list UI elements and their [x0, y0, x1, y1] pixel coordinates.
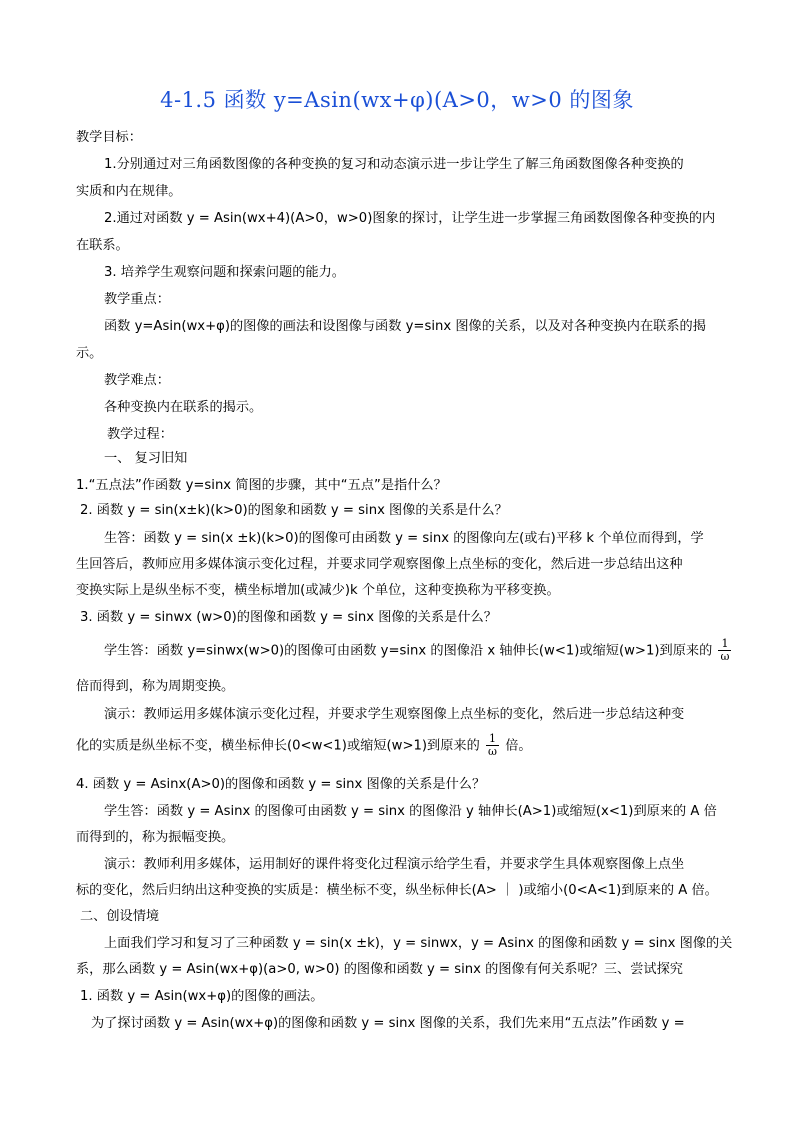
text-line: 教学过程： — [107, 427, 173, 442]
text-line: 二、创设情境 — [80, 909, 160, 924]
fraction-numerator: 1 — [486, 733, 499, 746]
text-line: 各种变换内在联系的揭示。 — [104, 400, 263, 415]
text-line-with-fraction — [76, 733, 532, 758]
text-line: 3. 培养学生观察问题和探索问题的能力。 — [104, 265, 345, 280]
text-line: 倍而得到，称为周期变换。 — [76, 679, 235, 694]
text-line: 实质和内在规律。 — [76, 184, 182, 199]
text-line: 而得到的，称为振幅变换。 — [76, 830, 235, 845]
text-line: 生回答后，教师应用多媒体演示变化过程，并要求同学观察图像上点坐标的变化，然后进一步总结出这种 — [76, 557, 683, 572]
line-text: 化的实质是纵坐标不变，横坐标伸长(0<w<1)或缩短(w>1)到原来的 — [76, 738, 480, 754]
text-line: 教学重点： — [104, 292, 170, 307]
text-line: 3. 函数 y = sinwx (w>0)的图像和函数 y = sinx 图像的关系是什么？ — [80, 610, 497, 625]
text-line: 演示：教师运用多媒体演示变化过程，并要求学生观察图像上点坐标的变化，然后进一步总结这种变 — [104, 707, 685, 722]
text-line: 示。 — [76, 346, 103, 361]
page-title: 4-1.5 函数 y=Asin(wx+φ)(A>0，w>0 的图象 — [160, 88, 634, 112]
fraction — [486, 733, 499, 758]
text-line: 变换实际上是纵坐标不变，横坐标增加(或减少)k 个单位，这种变换称为平移变换。 — [76, 583, 560, 598]
fraction-numerator: 1 — [718, 638, 731, 651]
text-line: 学生答：函数 y = Asinx 的图像可由函数 y = sinx 的图像沿 y 轴伸长(A>1)或缩短(x<1)到原来的 A 倍 — [104, 804, 717, 819]
text-line: 2. 函数 y = sin(x±k)(k>0)的图象和函数 y = sinx 图像的关系是什么？ — [80, 503, 508, 518]
text-line: 函数 y=Asin(wx+φ)的图像的画法和设图像与函数 y=sinx 图像的关系，以及对各种变换内在联系的揭 — [104, 319, 706, 334]
fraction — [718, 638, 731, 663]
text-line: 为了探讨函数 y = Asin(wx+φ)的图像和函数 y = sinx 图像的关系，我们先来用“五点法”作函数 y = — [91, 1016, 685, 1031]
text-line: 1.分别通过对三角函数图像的各种变换的复习和动态演示进一步让学生了解三角函数图像各种变换的 — [104, 157, 684, 172]
line-text: 学生答：函数 y=sinwx(w>0)的图像可由函数 y=sinx 的图像沿 x 轴伸长(w<1)或缩短(w>1)到原来的 — [104, 643, 713, 659]
text-line: 在联系。 — [76, 238, 129, 253]
text-line: 系，那么函数 y = Asin(wx+φ)(a>0, w>0) 的图像和函数 y = sinx 的图像有何关系呢？三、尝试探究 — [76, 962, 683, 977]
text-line: 教学难点： — [104, 373, 170, 388]
text-line-with-fraction — [104, 638, 733, 663]
fraction-denominator: ω — [720, 650, 730, 663]
text-line: 1. 函数 y = Asin(wx+φ)的图像的画法。 — [80, 989, 324, 1004]
fraction-denominator: ω — [488, 745, 497, 758]
text-line: 1.“五点法”作函数 y=sinx 简图的步骤，其中“五点”是指什么？ — [76, 478, 447, 493]
text-line: 教学目标： — [76, 130, 142, 145]
text-line: 2.通过对函数 y = Asin(wx+4)(A>0，w>0)图象的探讨，让学生进一步掌握三角函数图像各种变换的内 — [104, 211, 716, 226]
text-line: 一、 复习旧知 — [104, 451, 188, 466]
text-line: 上面我们学习和复习了三种函数 y = sin(x ±k)，y = sinwx，y = Asinx 的图像和函数 y = sinx 图像的关 — [104, 936, 733, 951]
text-line: 4. 函数 y = Asinx(A>0)的图像和函数 y = sinx 图像的关系是什么？ — [76, 777, 486, 792]
text-line: 标的变化，然后归纳出这种变换的实质是：横坐标不变，纵坐标伸长(A> ｜ )或缩小(0<A<1)到原来的 A 倍。 — [76, 883, 718, 898]
line-text: 倍。 — [505, 738, 532, 754]
text-line: 演示：教师利用多媒体，运用制好的课件将变化过程演示给学生看，并要求学生具体观察图像上点坐 — [104, 857, 685, 872]
text-line: 生答：函数 y = sin(x ±k)(k>0)的图像可由函数 y = sinx 的图像向左(或右)平移 k 个单位而得到，学 — [104, 531, 704, 546]
